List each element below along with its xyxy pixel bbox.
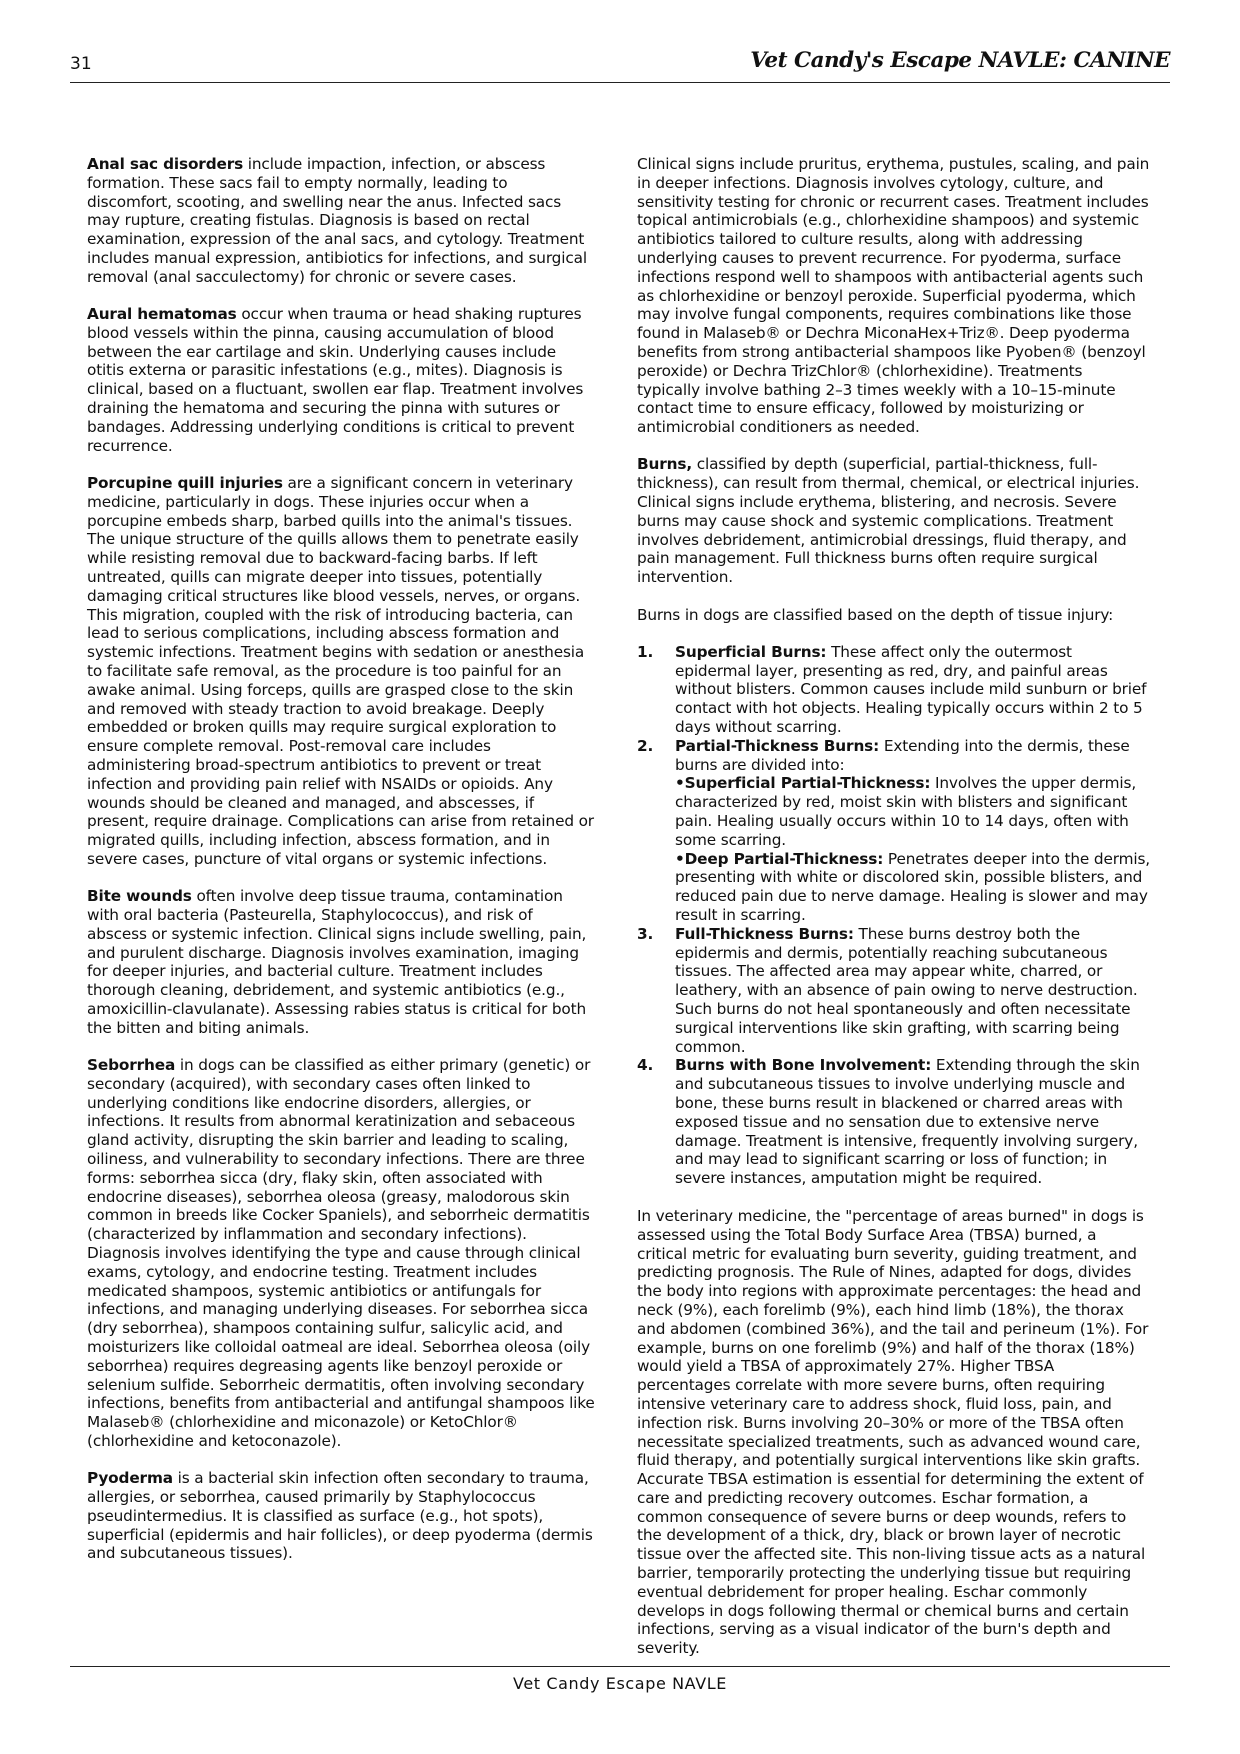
paragraph-seborrhea	[87, 1056, 597, 1451]
text-superficial-partial: Involves the upper dermis, characterized by red, moist skin with blisters and significant pain. Healing usually occurs within 10 to 14 days, often with some scarring.	[675, 774, 1137, 849]
text-deep-partial: Penetrates deeper into the dermis, presenting with white or discolored skin, possible blisters, and reduced pain due to nerve damage. Healing is slower and may result in scarring.	[675, 849, 1150, 924]
text-bite-wounds: often involve deep tissue trauma, contamination with oral bacteria (Pasteurella, Staphylococcus), and risk of abscess or systemic infection. Clinical signs include swelling, pain, and purulent discharge. Diagnosis involves examination, imaging for deeper injuries, and bacterial culture. Treatment includes thorough cleaning, debridement, and systemic antibiotics (e.g., amoxicillin-clavulanate). Assessing rabies status is critical for both the bitten and biting animals.	[87, 887, 587, 1037]
list-number: 4.	[637, 1056, 654, 1075]
page-number: 31	[70, 54, 92, 74]
term-burns: Burns,	[637, 455, 692, 474]
text-superficial-burns: These affect only the outermost epidermal layer, presenting as red, dry, and painful areas without blisters. Common causes include mild sunburn or brief contact with hot objects. Healing typically occurs within 2 to 5 days without scarring.	[675, 642, 1147, 737]
text-porcupine-quill: are a significant concern in veterinary medicine, particularly in dogs. These injuries occur when a porcupine embeds sharp, barbed quills into the animal's tissues. The unique structure of the quills allows them to penetrate easily while resisting removal due to backward-facing barbs. If left untreated, quills can migrate deeper into tissues, potentially damaging critical structures like blood vessels, nerves, or organs. This migration, coupled with the risk of introducing bacteria, can lead to serious complications, including abscess formation and systemic infections. Treatment begins with sedation or anesthesia to facilitate safe removal, as the procedure is too painful for an awake animal. Using forceps, quills are grasped close to the skin and removed with steady traction to avoid breakage. Deeply embedded or broken quills may require surgical exploration to ensure complete removal. Post-removal care includes administering broad-spectrum antibiotics to prevent or treat infection and providing pain relief with NSAIDs or opioids. Any wounds should be cleaned and managed, and abscesses, if present, require drainage. Complications can arise from retained or migrated quills, including infection, abscess formation, and in severe cases, puncture of vital organs or systemic infections.	[87, 473, 594, 868]
sub-item-superficial-partial	[675, 774, 1150, 849]
text-partial-thickness-burns: Extending into the dermis, these burns are divided into:	[675, 736, 1130, 774]
paragraph-tbsa: In veterinary medicine, the "percentage of areas burned" in dogs is assessed using the Total Body Surface Area (TBSA) burned, a critical metric for evaluating burn severity, guiding treatment, and predicting prognosis. The Rule of Nines, adapted for dogs, divides the body into regions with approximate percentages: the head and neck (9%), each forelimb (9%), each hind limb (18%), the thorax and abdomen (combined 36%), and the tail and perineum (1%). For example, burns on one forelimb (9%) and half of the thorax (18%) would yield a TBSA of approximately 27%. Higher TBSA percentages correlate with more severe burns, often requiring intensive veterinary care to address shock, fluid loss, pain, and infection risk. Burns involving 20–30% or more of the TBSA often necessitate specialized treatments, such as advanced wound care, fluid therapy, and potentially surgical interventions like skin grafts. Accurate TBSA estimation is essential for determining the extent of care and predicting recovery outcomes. Eschar formation, a common consequence of severe burns or deep wounds, refers to the development of a thick, dry, black or brown layer of necrotic tissue over the affected site. This non-living tissue acts as a natural barrier, temporarily protecting the underlying tissue but requiring eventual debridement for proper healing. Eschar commonly develops in dogs following thermal or chemical burns and certain infections, serving as a visual indicator of the burn's depth and severity.	[637, 1206, 1149, 1658]
term-anal-sac: Anal sac disorders	[87, 155, 244, 173]
text-burns: classified by depth (superficial, partial-thickness, full-thickness), can result from thermal, chemical, or electrical injuries. Clinical signs include erythema, blistering, and necrosis. Severe burns may cause shock and systemic complications. Treatment involves debridement, antimicrobial dressings, fluid therapy, and pain management. Full thickness burns often require surgical intervention.	[637, 455, 1140, 587]
paragraph-aural-hematoma	[87, 305, 597, 455]
list-number: 2.	[637, 736, 654, 755]
footer-text: Vet Candy Escape NAVLE	[513, 1674, 727, 1693]
text-aural-hematoma: occur when trauma or head shaking ruptures blood vessels within the pinna, causing accumulation of blood between the ear cartilage and skin. Underlying causes include otitis externa or parasitic infestations (e.g., mites). Diagnosis is clinical, based on a fluctuant, swollen ear flap. Treatment involves draining the hematoma and securing the pinna with sutures or bandages. Addressing underlying conditions is critical to prevent recurrence.	[87, 305, 584, 455]
term-superficial-partial: •Superficial Partial-Thickness:	[675, 774, 931, 793]
text-pyoderma: is a bacterial skin infection often secondary to trauma, allergies, or seborrhea, caused primarily by Staphylococcus pseudintermedius. It is classified as surface (e.g., hot spots), superficial (epidermis and hair follicles), or deep pyoderma (dermis and subcutaneous tissues).	[87, 1469, 593, 1563]
list-number: 1.	[637, 642, 654, 661]
term-bone-involvement-burns: Burns with Bone Involvement:	[675, 1056, 932, 1075]
footer-rule	[70, 1666, 1170, 1667]
paragraph-porcupine-quill	[87, 474, 597, 869]
list-item-partial-thickness-burns	[637, 737, 1150, 925]
paragraph-burns-intro: Burns in dogs are classified based on the depth of tissue injury:	[637, 605, 1114, 624]
term-deep-partial: •Deep Partial-Thickness:	[675, 849, 884, 868]
right-column	[637, 155, 1150, 1677]
text-bone-involvement-burns: Extending through the skin and subcutaneous tissues to involve underlying muscle and bone, these burns result in blackened or charred areas with exposed tissue and no sensation due to extensive nerve damage. Treatment is intensive, frequently involving surgery, and may lead to significant scarring or loss of function; in severe instances, amputation might be required.	[675, 1056, 1140, 1188]
text-full-thickness-burns: These burns destroy both the epidermis and dermis, potentially reaching subcutaneous tissues. The affected area may appear white, charred, or leathery, with an absence of pain owing to nerve destruction. Such burns do not heal spontaneously and often necessitate surgical interventions like skin grafting, with scarring being common.	[675, 924, 1138, 1056]
term-aural-hematoma: Aural hematomas	[87, 305, 237, 324]
term-superficial-burns: Superficial Burns:	[675, 642, 827, 661]
text-anal-sac: include impaction, infection, or abscess formation. These sacs fail to empty normally, leading to discomfort, scooting, and swelling near the anus. Infected sacs may rupture, creating fistulas. Diagnosis is based on rectal examination, expression of the anal sacs, and cytology. Treatment includes manual expression, antibiotics for infections, and surgical removal (anal sacculectomy) for chronic or severe cases.	[87, 155, 587, 286]
term-partial-thickness-burns: Partial-Thickness Burns:	[675, 736, 880, 755]
term-bite-wounds: Bite wounds	[87, 887, 192, 906]
term-full-thickness-burns: Full-Thickness Burns:	[675, 924, 854, 943]
paragraph-anal-sac	[87, 155, 597, 287]
page-header	[70, 48, 1170, 84]
term-pyoderma: Pyoderma	[87, 1469, 173, 1488]
text-seborrhea: in dogs can be classified as either primary (genetic) or secondary (acquired), with secondary cases often linked to underlying conditions like endocrine disorders, allergies, or infections. It results from abnormal keratinization and sebaceous gland activity, disrupting the skin barrier and leading to scaling, oiliness, and vulnerability to secondary infections. There are three forms: seborrhea sicca (dry, flaky skin, often associated with endocrine diseases), seborrhea oleosa (greasy, malodorous skin common in breeds like Cocker Spaniels), and seborrheic dermatitis (characterized by inflammation and secondary infections). Diagnosis involves identifying the type and cause through clinical exams, cytology, and endocrine testing. Treatment includes medicated shampoos, systemic antibiotics or antifungals for infections, and managing underlying diseases. For seborrhea sicca (dry seborrhea), shampoos containing sulfur, salicylic acid, and moisturizers like colloidal oatmeal are ideal. Seborrhea oleosa (oily seborrhea) requires degreasing agents like benzoyl peroxide or selenium sulfide. Seborrheic dermatitis, often involving secondary infections, benefits from antibacterial and antifungal shampoos like Malaseb® (chlorhexidine and miconazole) or KetoChlor® (chlorhexidine and ketoconazole).	[87, 1056, 595, 1450]
paragraph-bite-wounds	[87, 887, 597, 1037]
paragraph-burns	[637, 455, 1150, 587]
term-porcupine-quill: Porcupine quill injuries	[87, 473, 283, 492]
left-column	[87, 155, 597, 1582]
burn-classification-list	[637, 643, 1150, 1188]
list-item-full-thickness-burns	[637, 925, 1150, 1057]
paragraph-pyoderma	[87, 1469, 597, 1563]
running-title: Vet Candy's Escape NAVLE: CANINE	[750, 48, 1170, 73]
header-rule	[70, 82, 1170, 83]
sub-item-deep-partial	[675, 850, 1150, 925]
paragraph-pyoderma-continued: Clinical signs include pruritus, erythema, pustules, scaling, and pain in deeper infections. Diagnosis involves cytology, culture, and sensitivity testing for chronic or recurrent cases. Treatment includes topical antimicrobials (e.g., chlorhexidine shampoos) and systemic antibiotics tailored to culture results, along with addressing underlying causes to prevent recurrence. For pyoderma, surface infections respond well to shampoos with antibacterial agents such as chlorhexidine or benzoyl peroxide. Superficial pyoderma, which may involve fungal components, requires combinations like those found in Malaseb® or Dechra MiconaHex+Triz®. Deep pyoderma benefits from strong antibacterial shampoos like Pyoben® (benzoyl peroxide) or Dechra TrizChlor® (chlorhexidine). Treatments typically involve bathing 2–3 times weekly with a 10–15-minute contact time to ensure efficacy, followed by moisturizing or antimicrobial conditioners as needed.	[637, 155, 1150, 437]
list-item-bone-involvement-burns	[637, 1056, 1150, 1188]
list-number: 3.	[637, 924, 654, 943]
term-seborrhea: Seborrhea	[87, 1056, 176, 1075]
list-item-superficial-burns	[637, 643, 1150, 737]
